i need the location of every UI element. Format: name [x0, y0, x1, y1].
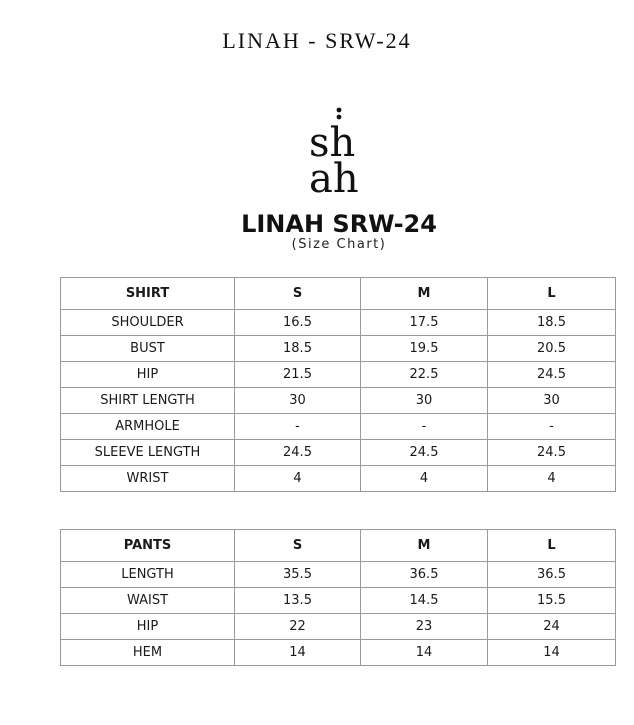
- measurement-label: WAIST: [61, 588, 235, 614]
- size-m-value: 17.5: [361, 310, 488, 336]
- measurement-label: HEM: [61, 640, 235, 666]
- pants-size-table: [60, 529, 616, 666]
- size-m-header: M: [361, 278, 488, 310]
- size-m-value: 23: [361, 614, 488, 640]
- size-m-value: 30: [361, 388, 488, 414]
- measurement-label: BUST: [61, 336, 235, 362]
- size-s-value: 22: [235, 614, 361, 640]
- table-row: [61, 588, 616, 614]
- size-s-value: 18.5: [235, 336, 361, 362]
- table-row: [61, 388, 616, 414]
- size-l-value: 30: [488, 388, 616, 414]
- size-s-value: 13.5: [235, 588, 361, 614]
- size-l-value: 18.5: [488, 310, 616, 336]
- shirt-header-row: [61, 278, 616, 310]
- size-s-header: S: [235, 278, 361, 310]
- size-s-value: 16.5: [235, 310, 361, 336]
- size-m-value: 14: [361, 640, 488, 666]
- measurement-label: WRIST: [61, 466, 235, 492]
- measurement-label: HIP: [61, 362, 235, 388]
- size-l-value: 24.5: [488, 362, 616, 388]
- size-chart-subtitle: (Size Chart): [291, 237, 387, 252]
- shirt-size-table: [60, 277, 616, 492]
- shirt-header-label: SHIRT: [61, 278, 235, 310]
- size-s-value: 4: [235, 466, 361, 492]
- measurement-label: LENGTH: [61, 562, 235, 588]
- size-s-value: 30: [235, 388, 361, 414]
- size-l-value: 15.5: [488, 588, 616, 614]
- size-s-value: 21.5: [235, 362, 361, 388]
- size-l-value: -: [488, 414, 616, 440]
- size-l-value: 14: [488, 640, 616, 666]
- size-m-value: -: [361, 414, 488, 440]
- table-row: [61, 414, 616, 440]
- table-row: [61, 362, 616, 388]
- pants-header-row: [61, 530, 616, 562]
- brand-logo: [307, 104, 371, 198]
- size-l-value: 20.5: [488, 336, 616, 362]
- size-m-value: 19.5: [361, 336, 488, 362]
- logo-line-1: sh: [309, 120, 356, 166]
- size-l-header: L: [488, 530, 616, 562]
- size-s-value: 35.5: [235, 562, 361, 588]
- size-m-value: 22.5: [361, 362, 488, 388]
- size-m-value: 4: [361, 466, 488, 492]
- size-m-header: M: [361, 530, 488, 562]
- size-chart-title: LINAH SRW-24: [241, 210, 437, 238]
- page-title: LINAH - SRW-24: [222, 28, 412, 53]
- table-row: [61, 640, 616, 666]
- size-l-value: 36.5: [488, 562, 616, 588]
- pants-header-label: PANTS: [61, 530, 235, 562]
- table-row: [61, 310, 616, 336]
- size-m-value: 24.5: [361, 440, 488, 466]
- logo-line-2: ah: [309, 156, 359, 198]
- measurement-label: SHIRT LENGTH: [61, 388, 235, 414]
- measurement-label: ARMHOLE: [61, 414, 235, 440]
- table-row: [61, 466, 616, 492]
- size-l-value: 4: [488, 466, 616, 492]
- table-row: [61, 562, 616, 588]
- size-s-value: -: [235, 414, 361, 440]
- table-row: [61, 336, 616, 362]
- size-l-value: 24: [488, 614, 616, 640]
- size-s-value: 14: [235, 640, 361, 666]
- size-l-value: 24.5: [488, 440, 616, 466]
- size-l-header: L: [488, 278, 616, 310]
- size-m-value: 36.5: [361, 562, 488, 588]
- table-row: [61, 614, 616, 640]
- size-m-value: 14.5: [361, 588, 488, 614]
- table-row: [61, 440, 616, 466]
- measurement-label: SLEEVE LENGTH: [61, 440, 235, 466]
- measurement-label: HIP: [61, 614, 235, 640]
- measurement-label: SHOULDER: [61, 310, 235, 336]
- size-s-value: 24.5: [235, 440, 361, 466]
- size-s-header: S: [235, 530, 361, 562]
